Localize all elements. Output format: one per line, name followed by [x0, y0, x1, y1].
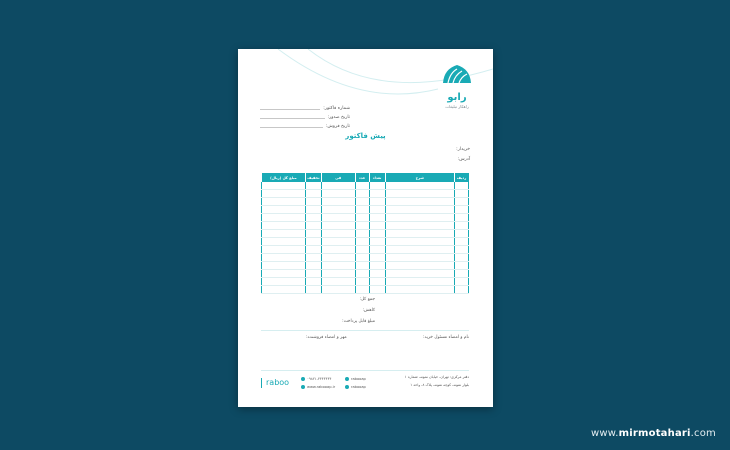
table-cell[interactable]: [305, 246, 321, 254]
address-label: آدرس:: [457, 157, 470, 162]
invoice-meta: [260, 102, 350, 129]
table-cell[interactable]: [355, 262, 369, 270]
table-cell[interactable]: [369, 238, 385, 246]
total-discount-label: کاهش:: [362, 308, 375, 313]
table-cell[interactable]: [305, 214, 321, 222]
items-table-body: [262, 182, 469, 294]
table-cell[interactable]: [305, 238, 321, 246]
footer-social-col: [345, 375, 366, 391]
table-cell[interactable]: [369, 246, 385, 254]
table-cell[interactable]: [385, 222, 455, 230]
table-cell[interactable]: [305, 286, 321, 294]
table-row: [262, 246, 469, 254]
items-table: [261, 173, 469, 294]
table-row: [262, 270, 469, 278]
table-cell[interactable]: [369, 254, 385, 262]
table-cell[interactable]: [369, 278, 385, 286]
invoice-number-label: شماره فاکتور:: [323, 106, 350, 111]
watermark: [591, 428, 716, 439]
table-cell[interactable]: [262, 254, 306, 262]
table-cell[interactable]: [355, 270, 369, 278]
logo-slogan: راهکار تبلیغات: [445, 104, 469, 109]
table-row: [262, 278, 469, 286]
table-cell[interactable]: [455, 230, 469, 238]
sale-date-label: تاریخ فروش:: [325, 124, 350, 129]
col-header-total: مبلغ کل (ریال): [262, 174, 306, 183]
table-cell[interactable]: [385, 270, 455, 278]
table-cell[interactable]: [262, 190, 306, 198]
totals-block: [238, 297, 375, 330]
table-row: [262, 230, 469, 238]
table-cell[interactable]: [321, 278, 355, 286]
table-cell[interactable]: [385, 190, 455, 198]
table-cell[interactable]: [455, 182, 469, 190]
footer-website[interactable]: [301, 383, 335, 391]
table-cell[interactable]: [321, 214, 355, 222]
divider-bottom: [261, 370, 469, 371]
watermark-suffix: .com: [690, 428, 716, 439]
table-cell[interactable]: [321, 270, 355, 278]
issue-date-label: تاریخ صدور:: [327, 115, 350, 120]
table-cell[interactable]: [355, 230, 369, 238]
table-cell[interactable]: [369, 182, 385, 190]
table-row: [262, 286, 469, 294]
col-header-quantity: تعداد: [369, 174, 385, 183]
logo-name: رابو: [447, 92, 467, 103]
watermark-prefix: www.: [591, 428, 619, 439]
page-title: پیش فاکتور: [345, 132, 386, 140]
table-cell[interactable]: [305, 278, 321, 286]
table-cell[interactable]: [321, 286, 355, 294]
table-cell[interactable]: [321, 222, 355, 230]
table-cell[interactable]: [321, 190, 355, 198]
table-cell[interactable]: [262, 238, 306, 246]
table-cell[interactable]: [455, 254, 469, 262]
footer-address: [405, 375, 469, 391]
table-cell[interactable]: [355, 286, 369, 294]
col-header-discount: تخفیف: [305, 174, 321, 183]
table-cell[interactable]: [305, 254, 321, 262]
table-cell[interactable]: [369, 286, 385, 294]
table-cell[interactable]: [369, 222, 385, 230]
table-cell[interactable]: [262, 214, 306, 222]
footer: [261, 375, 469, 391]
table-cell[interactable]: [369, 198, 385, 206]
table-cell[interactable]: [262, 286, 306, 294]
table-cell[interactable]: [305, 222, 321, 230]
col-header-unit-price: فی: [321, 174, 355, 183]
meta-row-issue-date: [260, 111, 350, 120]
footer-contact-col: [301, 375, 335, 391]
table-cell[interactable]: [369, 214, 385, 222]
table-cell[interactable]: [262, 198, 306, 206]
table-cell[interactable]: [355, 254, 369, 262]
table-cell[interactable]: [369, 190, 385, 198]
footer-social-2[interactable]: [345, 383, 366, 391]
company-logo: [437, 63, 477, 113]
instagram-icon: [345, 377, 349, 381]
table-cell[interactable]: [305, 262, 321, 270]
party-info: [456, 147, 470, 167]
table-cell[interactable]: [305, 230, 321, 238]
table-cell[interactable]: [385, 198, 455, 206]
table-cell[interactable]: [305, 198, 321, 206]
table-cell[interactable]: [455, 206, 469, 214]
total-sum-label: جمع کل:: [359, 297, 375, 302]
table-cell[interactable]: [355, 182, 369, 190]
table-cell[interactable]: [455, 262, 469, 270]
table-cell[interactable]: [321, 182, 355, 190]
invoice-page: [238, 49, 493, 407]
table-row: [262, 198, 469, 206]
table-cell[interactable]: [369, 230, 385, 238]
divider-top: [261, 330, 469, 331]
buyer-label: خریدار:: [456, 147, 470, 152]
table-cell[interactable]: [385, 246, 455, 254]
table-cell[interactable]: [385, 278, 455, 286]
table-cell[interactable]: [455, 286, 469, 294]
table-cell[interactable]: [455, 238, 469, 246]
table-cell[interactable]: [455, 222, 469, 230]
invoice-number-field[interactable]: [260, 109, 320, 110]
globe-icon: [301, 385, 305, 389]
table-header-row: [262, 174, 469, 183]
table-cell[interactable]: [355, 278, 369, 286]
address-line-2: بلوار نمونه، کوچه نمونه، پلاک ۸، واحد ۱: [410, 383, 469, 387]
table-cell[interactable]: [321, 198, 355, 206]
table-cell[interactable]: [385, 286, 455, 294]
table-cell[interactable]: [385, 254, 455, 262]
footer-phone-text: ۰۹۸۲۱-۴۴۴۴۴۴۴: [307, 377, 332, 381]
footer-social-1-text: rabooap: [351, 377, 366, 381]
logo-mark-icon: [440, 63, 474, 87]
table-cell[interactable]: [385, 214, 455, 222]
table-cell[interactable]: [305, 206, 321, 214]
table-cell[interactable]: [305, 190, 321, 198]
table-cell[interactable]: [262, 262, 306, 270]
table-cell[interactable]: [455, 190, 469, 198]
seller-signature-label: مهر و امضاء فروشنده:: [306, 335, 347, 340]
buyer-signature-label: نام و امضاء مسئول خرید:: [423, 335, 469, 340]
table-cell[interactable]: [355, 190, 369, 198]
col-header-row-number: ردیف: [455, 174, 469, 183]
footer-brand: raboo: [261, 378, 289, 388]
footer-website-text: www.rabooap.ir: [307, 385, 336, 389]
table-row: [262, 262, 469, 270]
sale-date-field[interactable]: [260, 127, 323, 128]
table-cell[interactable]: [385, 262, 455, 270]
table-cell[interactable]: [262, 230, 306, 238]
meta-row-number: [260, 102, 350, 111]
table-cell[interactable]: [321, 230, 355, 238]
footer-social-2-text: rabooap: [351, 385, 366, 389]
table-cell[interactable]: [355, 246, 369, 254]
phone-icon: [301, 377, 305, 381]
meta-row-sale-date: [260, 120, 350, 129]
table-cell[interactable]: [305, 270, 321, 278]
table-cell[interactable]: [385, 238, 455, 246]
table-row: [262, 254, 469, 262]
footer-social-1[interactable]: [345, 375, 366, 383]
table-cell[interactable]: [369, 262, 385, 270]
table-row: [262, 214, 469, 222]
table-cell[interactable]: [355, 214, 369, 222]
table-cell[interactable]: [262, 206, 306, 214]
table-cell[interactable]: [385, 206, 455, 214]
table-cell[interactable]: [262, 222, 306, 230]
table-row: [262, 182, 469, 190]
table-cell[interactable]: [455, 278, 469, 286]
table-cell[interactable]: [355, 222, 369, 230]
table-cell[interactable]: [455, 198, 469, 206]
table-cell[interactable]: [455, 214, 469, 222]
table-cell[interactable]: [355, 238, 369, 246]
issue-date-field[interactable]: [260, 118, 325, 119]
table-cell[interactable]: [262, 246, 306, 254]
table-cell[interactable]: [455, 246, 469, 254]
table-cell[interactable]: [262, 278, 306, 286]
table-cell[interactable]: [355, 198, 369, 206]
table-cell[interactable]: [369, 206, 385, 214]
table-cell[interactable]: [321, 254, 355, 262]
col-header-description: شرح: [385, 174, 455, 183]
col-header-unit: عدد: [355, 174, 369, 183]
table-cell[interactable]: [455, 270, 469, 278]
table-cell[interactable]: [321, 206, 355, 214]
watermark-name: mirmotahari: [618, 428, 691, 439]
table-cell[interactable]: [369, 270, 385, 278]
table-row: [262, 222, 469, 230]
table-cell[interactable]: [305, 182, 321, 190]
address-line-1: دفتر مرکزی: تهران، خیابان نمونه، شماره ۱: [404, 375, 469, 379]
table-cell[interactable]: [321, 238, 355, 246]
table-cell[interactable]: [321, 246, 355, 254]
telegram-icon: [345, 385, 349, 389]
table-cell[interactable]: [355, 206, 369, 214]
table-row: [262, 238, 469, 246]
table-cell[interactable]: [385, 230, 455, 238]
table-cell[interactable]: [262, 270, 306, 278]
table-cell[interactable]: [321, 262, 355, 270]
total-payable-label: مبلغ قابل پرداخت:: [342, 319, 375, 324]
table-row: [262, 190, 469, 198]
footer-phone: [301, 375, 335, 383]
table-cell[interactable]: [262, 182, 306, 190]
table-cell[interactable]: [385, 182, 455, 190]
table-row: [262, 206, 469, 214]
